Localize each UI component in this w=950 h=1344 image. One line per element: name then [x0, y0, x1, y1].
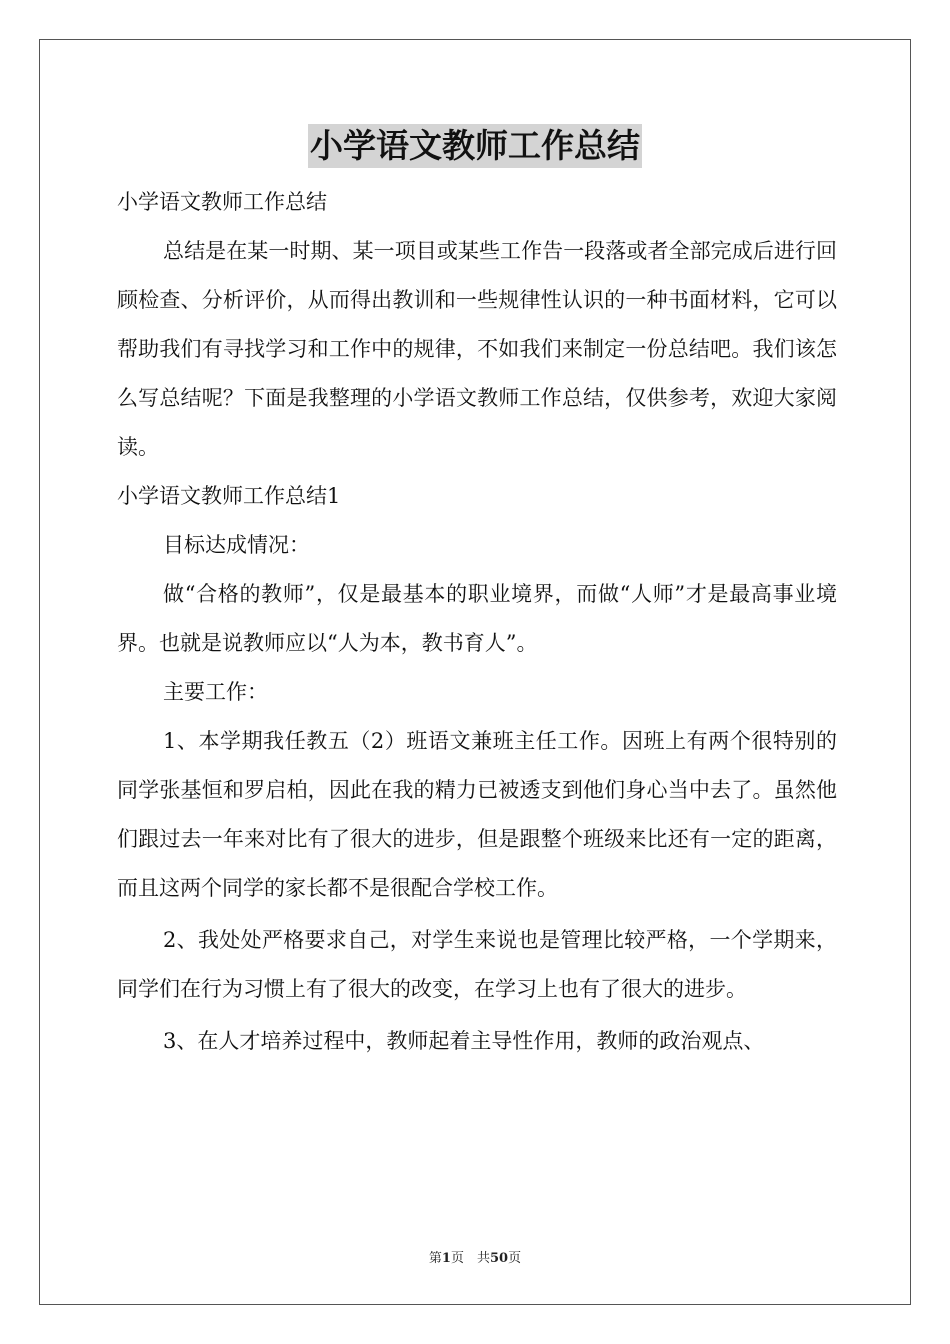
- title-area: [0, 124, 950, 168]
- footer-suffix: 页: [508, 1251, 522, 1266]
- subtitle: 小学语文教师工作总结: [117, 190, 327, 214]
- footer-page-number: 1: [441, 1251, 451, 1266]
- footer-middle: 页 共: [450, 1251, 490, 1266]
- footer-prefix: 第: [428, 1251, 442, 1266]
- section-heading: 小学语文教师工作总结1: [117, 484, 341, 508]
- intro-paragraph: 总结是在某一时期、某一项目或某些工作告一段落或者全部完成后进行回顾检查、分析评价，从而得出教训和一些规律性认识的一种书面材料，它可以帮助我们有寻找学习和工作中的规律，不如我们来制定一份总结吧。我们该怎么写总结呢？下面是我整理的小学语文教师工作总结，仅供参考，欢迎大家阅读。: [117, 239, 837, 459]
- document-title: 小学语文教师工作总结: [308, 124, 642, 168]
- footer-total-pages: 50: [489, 1251, 509, 1266]
- goal-heading: 目标达成情况：: [163, 533, 310, 557]
- work-item-2: 2、我处处严格要求自己，对学生来说也是管理比较严格，一个学期来，同学们在行为习惯上有了很大的改变，在学习上也有了很大的进步。: [117, 928, 837, 1001]
- main-work-heading: 主要工作：: [163, 680, 268, 704]
- page-footer: [0, 1247, 950, 1266]
- work-item-3: 3、在人才培养过程中，教师起着主导性作用，教师的政治观点、: [163, 1029, 765, 1053]
- goal-paragraph: 做“合格的教师”，仅是最基本的职业境界，而做“人师”才是最高事业境界。也就是说教师应以“人为本，教书育人”。: [117, 582, 837, 655]
- work-item-1: 1、本学期我任教五（2）班语文兼班主任工作。因班上有两个很特别的同学张基恒和罗启柏，因此在我的精力已被透支到他们身心当中去了。虽然他们跟过去一年来对比有了很大的进步，但是跟整个班级来比还有一定的距离，而且这两个同学的家长都不是很配合学校工作。: [117, 729, 837, 900]
- document-body: [117, 178, 837, 1066]
